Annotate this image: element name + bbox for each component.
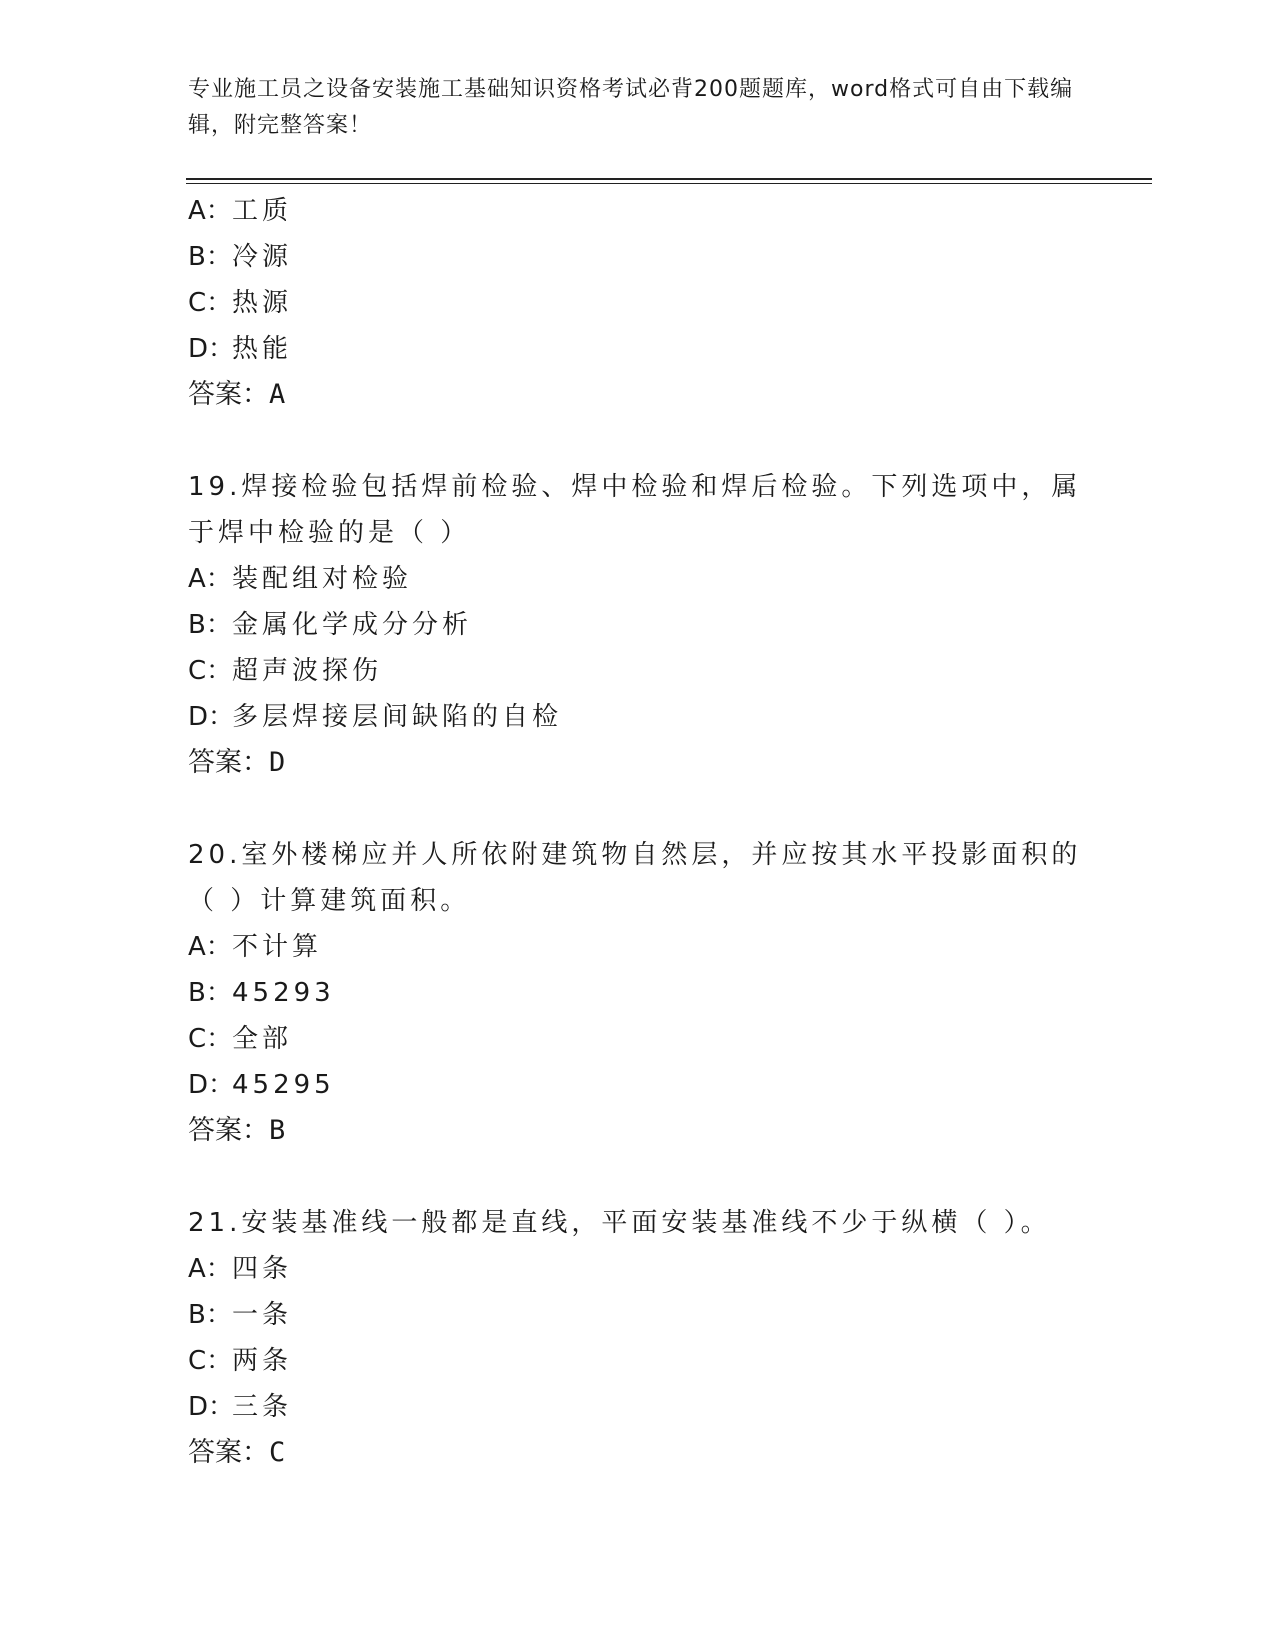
option-letter: D： [188,334,235,364]
option-d [188,1384,1088,1430]
option-text: 热能 [232,334,293,364]
option-text: 不计算 [232,932,323,962]
answer-label: 答案： [188,747,269,778]
option-a [188,924,1088,970]
answer-value: A [269,379,286,410]
option-text: 多层焊接层间缺陷的自检 [232,702,563,732]
option-letter: A： [188,564,232,594]
option-letter: B： [188,1300,232,1330]
option-d [188,694,1088,740]
answer-label: 答案： [188,379,269,410]
option-text: 一条 [232,1300,293,1330]
header-divider [186,178,1152,180]
option-c [188,1016,1088,1062]
option-text: 两条 [232,1346,293,1376]
option-c [188,1338,1088,1384]
option-letter: A： [188,932,232,962]
option-letter: D： [188,702,235,732]
option-letter: C： [188,288,233,318]
option-letter: B： [188,242,232,272]
question-stem: 19.焊接检验包括焊前检验、焊中检验和焊后检验。下列选项中，属于焊中检验的是（ ） [188,472,1082,548]
option-d [188,326,1088,372]
option-c [188,280,1088,326]
option-text: 超声波探伤 [232,656,383,686]
option-letter: C： [188,1024,233,1054]
option-text: 四条 [232,1254,293,1284]
option-text: 45295 [232,1070,335,1100]
answer-line [188,1108,1088,1154]
question-21 [188,1200,1088,1476]
option-b [188,1292,1088,1338]
option-text: 全部 [232,1024,293,1054]
header-divider-thin [186,183,1152,184]
answer-line [188,372,1088,418]
answer-value: C [269,1437,286,1468]
option-letter: A： [188,1254,232,1284]
answer-value: B [269,1115,286,1146]
answer-line [188,740,1088,786]
option-text: 热源 [232,288,293,318]
question-stem: 21.安装基准线一般都是直线，平面安装基准线不少于纵横（ ）。 [188,1208,1051,1238]
option-letter: B： [188,610,232,640]
question-18-continued [188,188,1088,418]
option-letter: A： [188,196,232,226]
answer-value: D [269,747,286,778]
option-text: 工质 [232,196,293,226]
option-a [188,1246,1088,1292]
option-d [188,1062,1088,1108]
answer-label: 答案： [188,1437,269,1468]
question-stem: 20.室外楼梯应并人所依附建筑物自然层，并应按其水平投影面积的（ ）计算建筑面积。 [188,840,1082,916]
option-letter: C： [188,1346,233,1376]
option-letter: C： [188,656,233,686]
option-b [188,602,1088,648]
option-b [188,234,1088,280]
question-list [188,188,1088,1522]
option-a [188,188,1088,234]
answer-line [188,1430,1088,1476]
option-text: 金属化学成分分析 [232,610,473,640]
option-a [188,556,1088,602]
option-letter: D： [188,1392,235,1422]
question-19 [188,464,1088,786]
option-text: 45293 [232,978,335,1008]
option-letter: B： [188,978,232,1008]
option-text: 冷源 [232,242,293,272]
option-text: 三条 [232,1392,293,1422]
option-text: 装配组对检验 [232,564,413,594]
option-c [188,648,1088,694]
answer-label: 答案： [188,1115,269,1146]
question-20 [188,832,1088,1154]
option-b [188,970,1088,1016]
page-header-title: 专业施工员之设备安装施工基础知识资格考试必背200题题库，word格式可自由下载编辑，附完整答案！ [188,77,1074,138]
option-letter: D： [188,1070,235,1100]
